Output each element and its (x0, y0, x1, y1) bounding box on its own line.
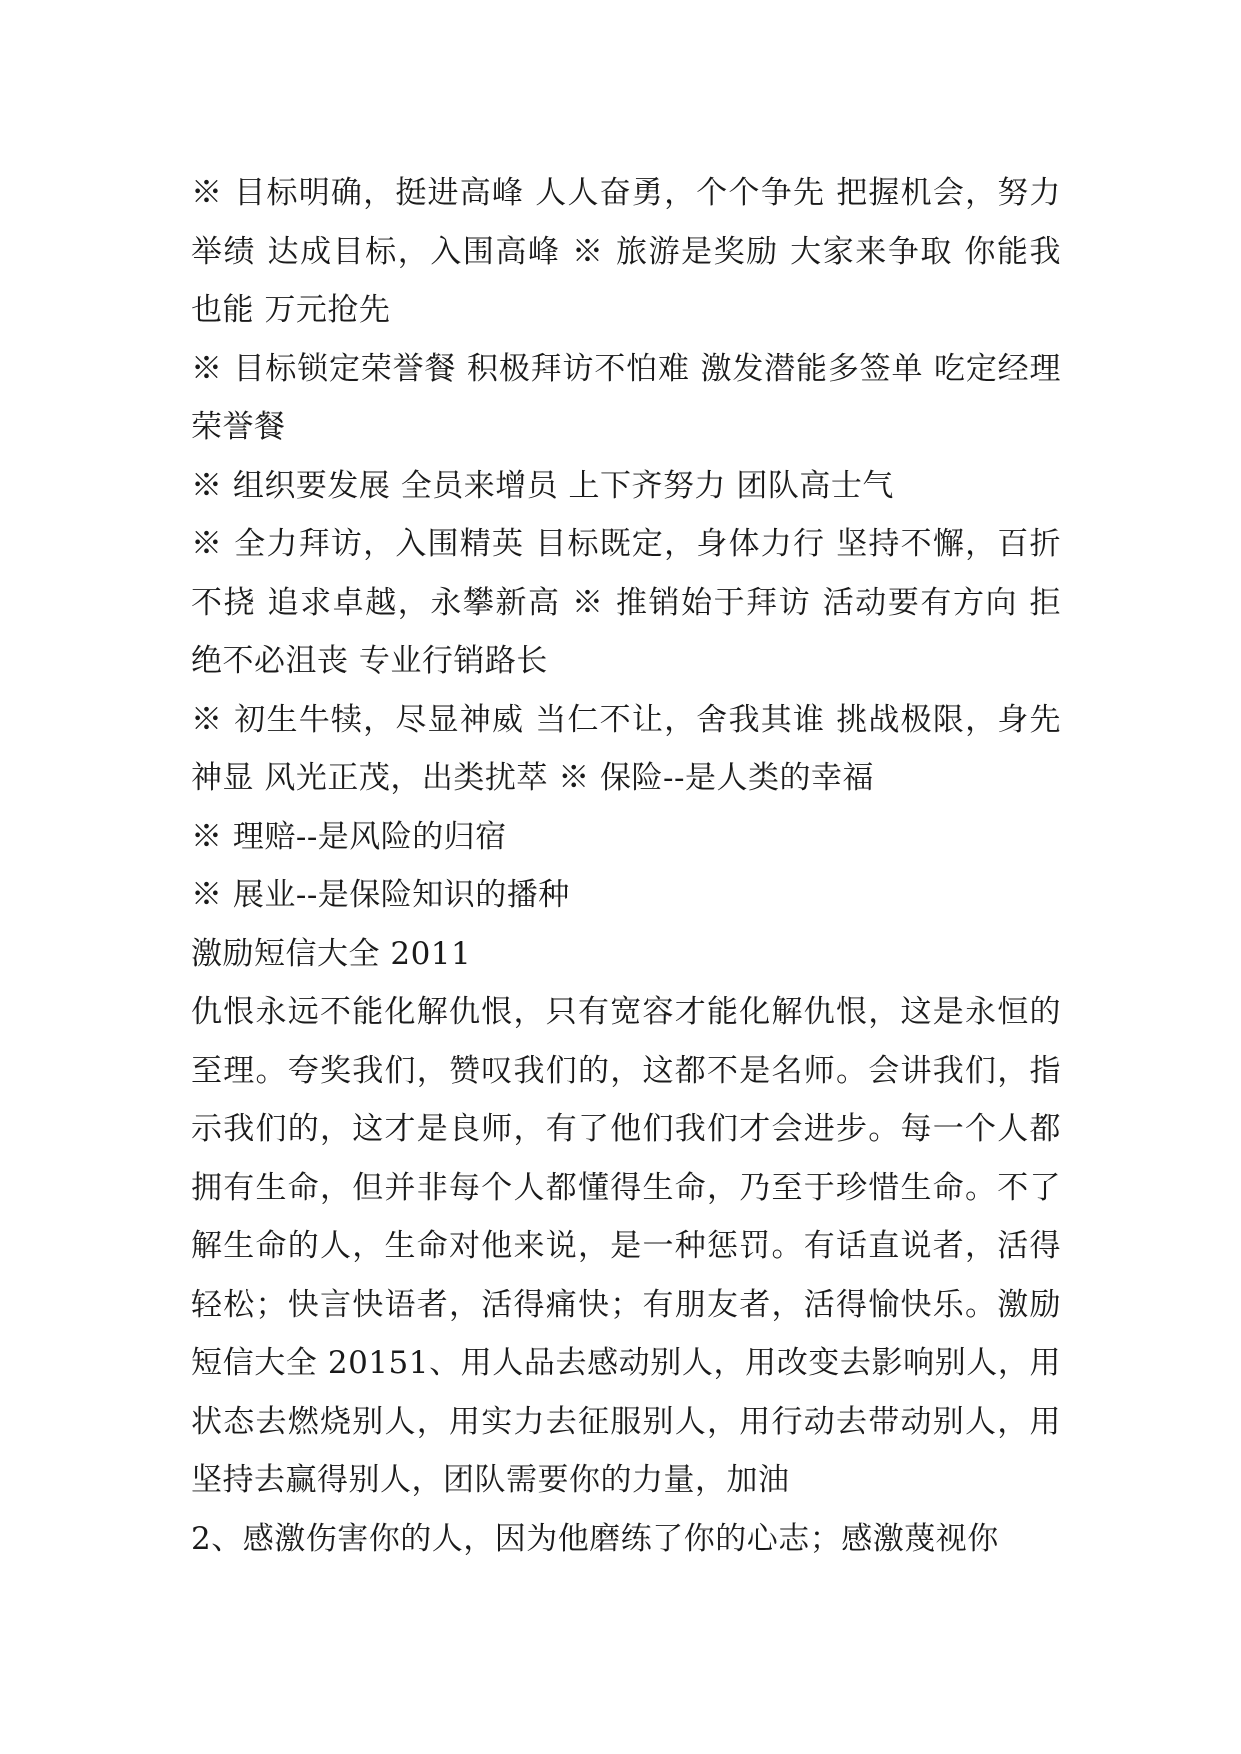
paragraph-body-text: 仇恨永远不能化解仇恨，只有宽容才能化解仇恨，这是永恒的至理。夸奖我们，赞叹我们的，这都不是名师。会讲我们，指示我们的，这才是良师，有了他们我们才会进步。每一个人都拥有生命，但并非每个人都懂得生命，乃至于珍惜生命。不了解生命的人，生命对他来说，是一种惩罚。有话直说者，活得轻松；快言快语者，活得痛快；有朋友者，活得愉快乐。激励短信大全 20151、用人品去感动别人，用改变去影响别人，用状态去燃烧别人，用实力去征服别人，用行动去带动别人，用坚持去赢得别人，团队需要你的力量，加油 (191, 994, 1061, 1498)
paragraph-slogans-honor-meal: ※ 目标锁定荣誉餐 积极拜访不怕难 激发潜能多签单 吃定经理荣誉餐 (191, 350, 1061, 445)
document-body (191, 164, 1061, 1568)
paragraph-slogan-claims: ※ 理赔--是风险的归宿 (191, 818, 507, 855)
paragraph-slogan-business: ※ 展业--是保险知识的播种 (191, 877, 570, 913)
paragraph-slogans-newcomer: ※ 初生牛犊，尽显神威 当仁不让，舍我其谁 挑战极限，身先神显 风光正茂，出类扰萃 ※ 保险--是人类的幸福 (191, 701, 1061, 796)
paragraph-slogans-target: ※ 目标明确，挺进高峰 人人奋勇，个个争先 把握机会，努力举绩 达成目标，入围高峰 ※ 旅游是奖励 大家来争取 你能我也能 万元抢先 (191, 175, 1061, 328)
section-heading: 激励短信大全 2011 (191, 935, 472, 972)
paragraph-slogans-visit: ※ 全力拜访，入围精英 目标既定，身体力行 坚持不懈，百折不挠 追求卓越，永攀新高 ※ 推销始于拜访 活动要有方向 拒绝不必沮丧 专业行销路长 (191, 526, 1061, 679)
paragraph-item-2: 2、感激伤害你的人，因为他磨练了你的心志；感激蔑视你 (191, 1520, 999, 1557)
paragraph-slogans-organization: ※ 组织要发展 全员来增员 上下齐努力 团队高士气 (191, 467, 894, 504)
